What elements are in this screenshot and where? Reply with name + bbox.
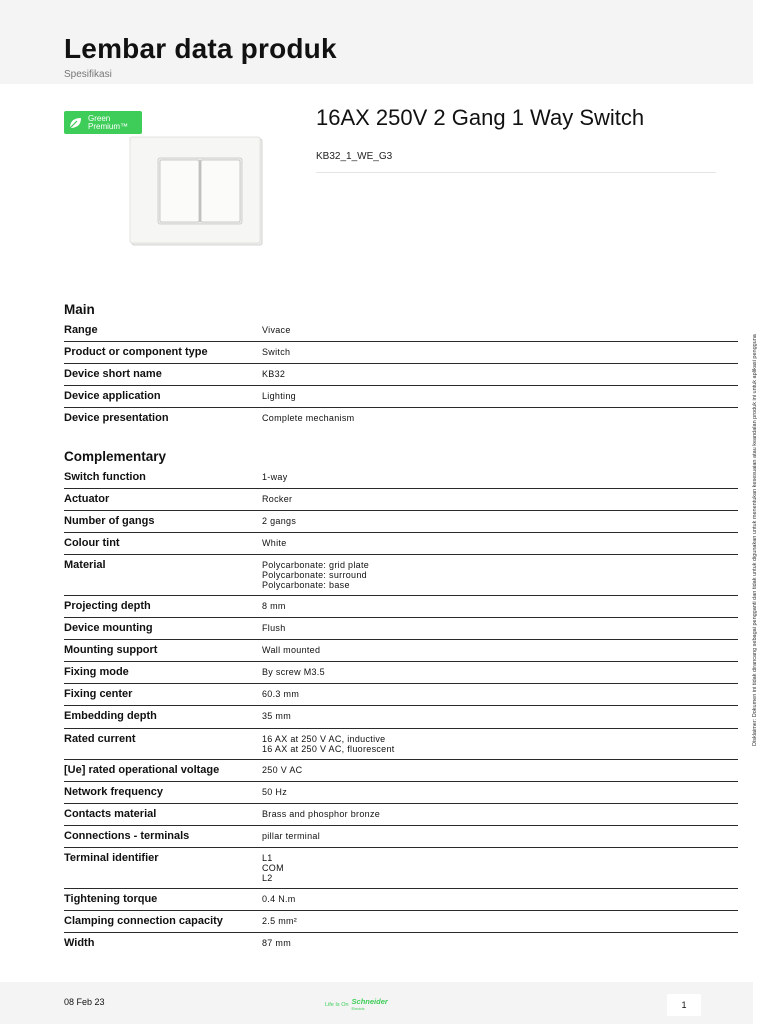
page-number: 1	[667, 994, 701, 1016]
product-image	[128, 136, 266, 248]
spec-label: Terminal identifier	[64, 852, 159, 864]
spec-row	[64, 688, 738, 706]
spec-row	[64, 786, 738, 804]
spec-label: Width	[64, 937, 95, 949]
brand-logo	[325, 998, 388, 1012]
spec-value: White	[262, 538, 287, 548]
spec-label: Network frequency	[64, 786, 164, 798]
spec-row	[64, 764, 738, 782]
spec-value: 60.3 mm	[262, 689, 300, 699]
spec-label: Mounting support	[64, 644, 158, 656]
badge-line-2: Premium™	[88, 121, 129, 131]
product-reference: KB32_1_WE_G3	[316, 151, 393, 162]
spec-value: Wall mounted	[262, 645, 321, 655]
spec-row	[64, 412, 738, 429]
disclaimer-text: Disklaimer: Dokumen ini tidak dirancang sebagai pengganti dan tidak untuk digunakan untuk menentukan kesesuaian atau keandalan produk ini untuk aplikasi pengguna	[752, 334, 758, 746]
spec-value: Switch	[262, 347, 291, 357]
spec-label: Contacts material	[64, 808, 157, 820]
spec-label: Rated current	[64, 733, 136, 745]
spec-value: By screw M3.5	[262, 667, 325, 677]
spec-label: Number of gangs	[64, 515, 155, 527]
spec-value: Complete mechanism	[262, 413, 355, 423]
product-name: 16AX 250V 2 Gang 1 Way Switch	[316, 105, 645, 130]
spec-label: Device presentation	[64, 412, 169, 424]
spec-label: Projecting depth	[64, 600, 151, 612]
brand-tagline: Life Is On	[325, 1002, 349, 1008]
spec-row	[64, 852, 738, 889]
spec-row	[64, 937, 738, 951]
spec-value: Lighting	[262, 391, 296, 401]
spec-value: 50 Hz	[262, 787, 288, 797]
spec-row	[64, 915, 738, 933]
spec-value: 35 mm	[262, 711, 292, 721]
spec-value: L1 COM L2	[262, 853, 284, 883]
spec-label: Product or component type	[64, 346, 208, 358]
spec-label: Fixing mode	[64, 666, 129, 678]
spec-row	[64, 644, 738, 662]
spec-value: 8 mm	[262, 601, 286, 611]
spec-row	[64, 830, 738, 848]
spec-row	[64, 808, 738, 826]
spec-row	[64, 710, 738, 729]
divider	[316, 172, 716, 173]
spec-value: 1-way	[262, 472, 288, 482]
footer-date: 08 Feb 23	[64, 997, 105, 1007]
spec-label: Actuator	[64, 493, 110, 505]
spec-label: Switch function	[64, 471, 146, 483]
spec-value: 87 mm	[262, 938, 292, 948]
spec-value: Brass and phosphor bronze	[262, 809, 381, 819]
green-premium-badge	[64, 111, 142, 134]
spec-label: Material	[64, 559, 106, 571]
spec-row	[64, 600, 738, 618]
page-title: Lembar data produk	[64, 33, 337, 64]
spec-value: Vivace	[262, 325, 291, 335]
section-title-main: Main	[64, 302, 95, 317]
spec-label: Device short name	[64, 368, 162, 380]
brand-name-sub: Electric	[351, 1006, 365, 1011]
spec-label: Clamping connection capacity	[64, 915, 223, 927]
spec-value: 0.4 N.m	[262, 894, 296, 904]
spec-value: Rocker	[262, 494, 293, 504]
spec-label: Colour tint	[64, 537, 120, 549]
leaf-icon	[67, 115, 83, 131]
spec-value: pillar terminal	[262, 831, 321, 841]
spec-value: 2.5 mm²	[262, 916, 298, 926]
spec-row	[64, 471, 738, 489]
spec-label: Embedding depth	[64, 710, 157, 722]
spec-row	[64, 346, 738, 364]
spec-row	[64, 666, 738, 684]
spec-row	[64, 324, 738, 342]
spec-row	[64, 515, 738, 533]
brand-name-main: Schneider	[351, 997, 388, 1006]
spec-label: Device application	[64, 390, 161, 402]
spec-row	[64, 493, 738, 511]
spec-row	[64, 559, 738, 596]
spec-label: Range	[64, 324, 98, 336]
badge-line-1: Green	[88, 113, 111, 123]
spec-label: [Ue] rated operational voltage	[64, 764, 220, 776]
spec-value: Flush	[262, 623, 286, 633]
spec-row	[64, 622, 738, 640]
spec-row	[64, 893, 738, 911]
page-subtitle: Spesifikasi	[64, 69, 112, 80]
section-title-complementary: Complementary	[64, 449, 167, 464]
spec-value: 250 V AC	[262, 765, 303, 775]
spec-label: Connections - terminals	[64, 830, 190, 842]
disclaimer	[747, 296, 767, 746]
spec-row	[64, 368, 738, 386]
spec-row	[64, 390, 738, 408]
spec-row	[64, 733, 738, 760]
spec-value: 16 AX at 250 V AC, inductive 16 AX at 250 V AC, fluorescent	[262, 734, 395, 754]
spec-value: 2 gangs	[262, 516, 297, 526]
spec-value: Polycarbonate: grid plate Polycarbonate: surround Polycarbonate: base	[262, 560, 370, 590]
spec-label: Device mounting	[64, 622, 153, 634]
spec-label: Fixing center	[64, 688, 133, 700]
spec-value: KB32	[262, 369, 286, 379]
brand-name	[352, 998, 388, 1012]
spec-label: Tightening torque	[64, 893, 158, 905]
spec-row	[64, 537, 738, 555]
